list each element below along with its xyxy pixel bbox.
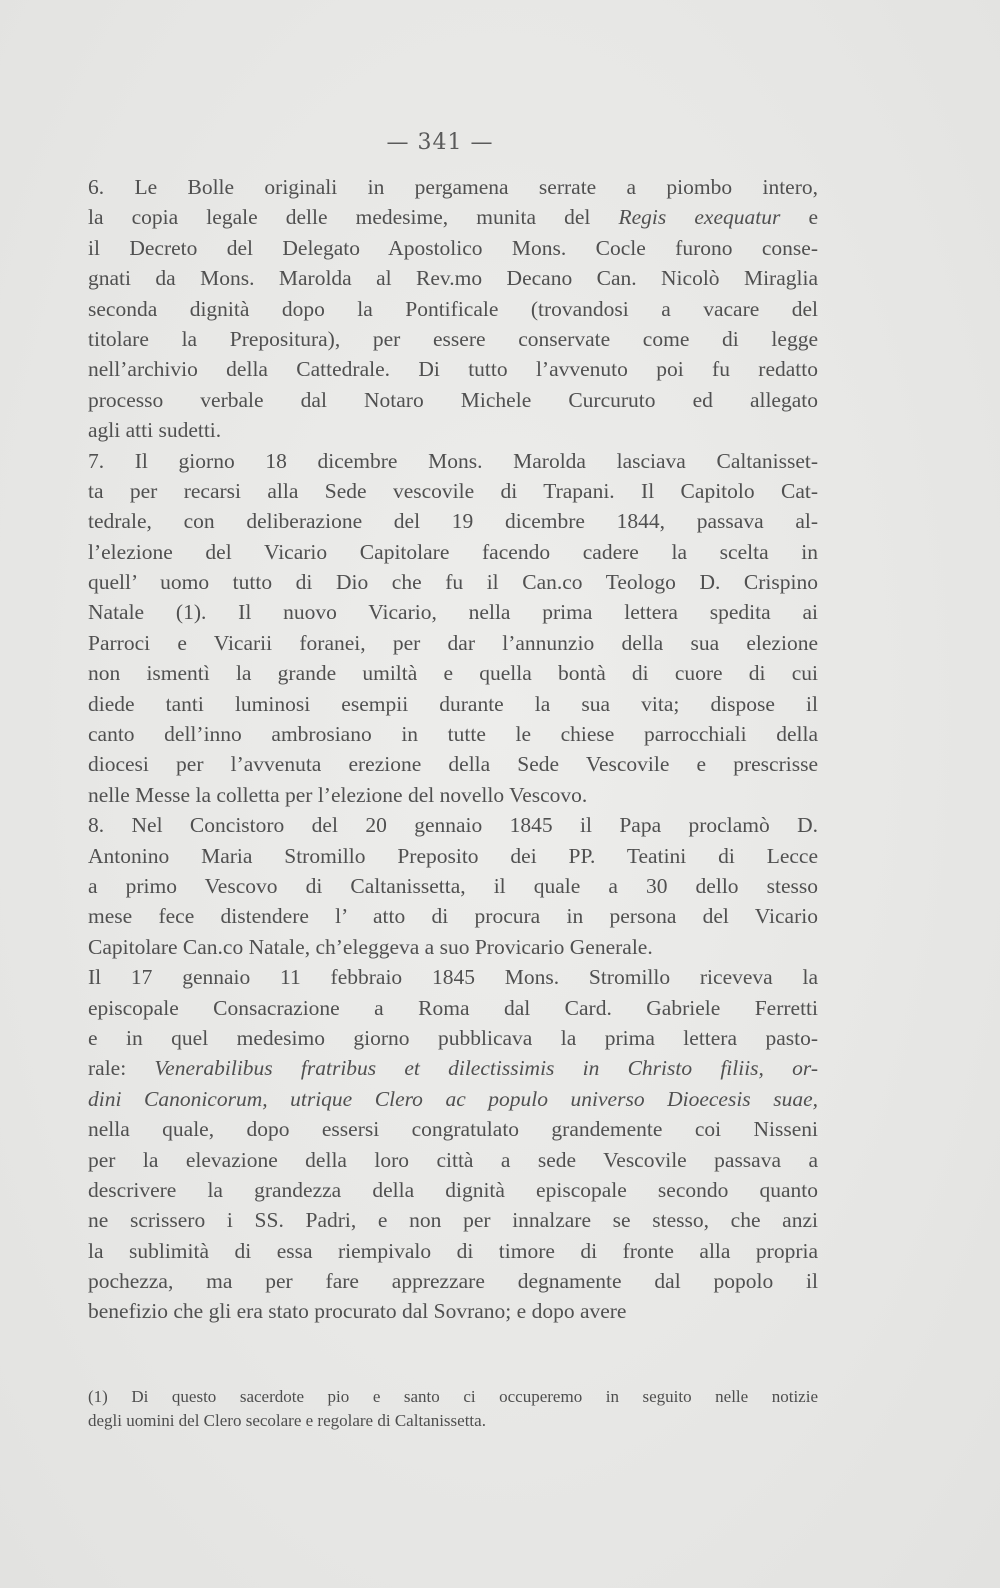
- text-line: titolare la Prepositura), per essere conservate come di legge: [88, 326, 818, 351]
- text-line: l’elezione del Vicario Capitolare facendo cadere la scelta in: [88, 539, 818, 564]
- text-line: benefizio che gli era stato procurato dal Sovrano; e dopo avere: [88, 1299, 627, 1324]
- text-line: tedrale, con deliberazione del 19 dicembre 1844, passava al-: [88, 509, 818, 534]
- text-line: ne scrissero i SS. Padri, e non per innalzare se stesso, che anzi: [88, 1208, 818, 1233]
- text-line: il Decreto del Delegato Apostolico Mons. Cocle furono conse-: [88, 235, 818, 260]
- text-line: la sublimità di essa riempivalo di timore di fronte alla propria: [88, 1238, 818, 1263]
- text-line: 6. Le Bolle originali in pergamena serrate a piombo intero,: [88, 175, 818, 199]
- text-line: nella quale, dopo essersi congratulato grandemente coi Nisseni: [88, 1117, 818, 1142]
- text-line: diede tanti luminosi esempii durante la sua vita; dispose il: [88, 691, 818, 716]
- text-line: episcopale Consacrazione a Roma dal Card. Gabriele Ferretti: [88, 995, 818, 1020]
- text-line: a primo Vescovo di Caltanissetta, il quale a 30 dello stesso: [88, 873, 818, 898]
- text-line: agli atti sudetti.: [88, 418, 222, 443]
- text-line: seconda dignità dopo la Pontificale (trovandosi a vacare del: [88, 296, 818, 321]
- text-line: gnati da Mons. Marolda al Rev.mo Decano Can. Nicolò Miraglia: [88, 266, 818, 291]
- text-line: canto dell’inno ambrosiano in tutte le chiese parrocchiali della: [88, 722, 818, 747]
- footnote: [88, 1385, 818, 1433]
- text-line: mese fece distendere l’ atto di procura in persona del Vicario: [88, 904, 818, 929]
- body-text: [88, 172, 818, 1327]
- text-line: descrivere la grandezza della dignità episcopale secondo quanto: [88, 1177, 818, 1202]
- text-line: nelle Messe la colletta per l’elezione del novello Vescovo.: [88, 782, 588, 807]
- text-line: Capitolare Can.co Natale, ch’eleggeva a suo Provicario Generale.: [88, 934, 653, 959]
- text-line: quell’ uomo tutto di Dio che fu il Can.co Teologo D. Crispino: [88, 570, 818, 595]
- text-line: rale: Venerabilibus fratribus et dilectissimis in Christo filiis, or-: [88, 1056, 818, 1081]
- text-line: Il 17 gennaio 11 febbraio 1845 Mons. Stromillo riceveva la: [88, 965, 818, 990]
- text-line: processo verbale dal Notaro Michele Curcuruto ed allegato: [88, 387, 818, 412]
- footnote-line: (1) Di questo sacerdote pio e santo ci occuperemo in seguito nelle notizie: [88, 1387, 818, 1406]
- text-line: ta per recarsi alla Sede vescovile di Trapani. Il Capitolo Cat-: [88, 478, 818, 503]
- text-line: dini Canonicorum, utrique Clero ac populo universo Dioecesis suae,: [88, 1086, 818, 1111]
- page-number: — 341 —: [386, 130, 494, 155]
- text-line: 7. Il giorno 18 dicembre Mons. Marolda lasciava Caltanisset-: [88, 448, 818, 473]
- text-line: non ismentì la grande umiltà e quella bontà di cuore di cui: [88, 661, 818, 686]
- text-line: Natale (1). Il nuovo Vicario, nella prima lettera spedita ai: [88, 600, 818, 625]
- text-line: pochezza, ma per fare apprezzare degnamente dal popolo il: [88, 1269, 818, 1294]
- text-line: la copia legale delle medesime, munita del Regis exequatur e: [88, 205, 818, 230]
- footnote-line: degli uomini del Clero secolare e regolare di Caltanissetta.: [88, 1411, 486, 1430]
- text-line: nell’archivio della Cattedrale. Di tutto l’avvenuto poi fu redatto: [88, 357, 818, 382]
- text-line: e in quel medesimo giorno pubblicava la prima lettera pasto-: [88, 1025, 818, 1050]
- text-line: 8. Nel Concistoro del 20 gennaio 1845 il Papa proclamò D.: [88, 813, 818, 838]
- text-line: diocesi per l’avvenuta erezione della Sede Vescovile e prescrisse: [88, 752, 818, 777]
- text-line: Antonino Maria Stromillo Preposito dei PP. Teatini di Lecce: [88, 843, 818, 868]
- text-line: per la elevazione della loro città a sede Vescovile passava a: [88, 1147, 818, 1172]
- text-line: Parroci e Vicarii foranei, per dar l’annunzio della sua elezione: [88, 630, 818, 655]
